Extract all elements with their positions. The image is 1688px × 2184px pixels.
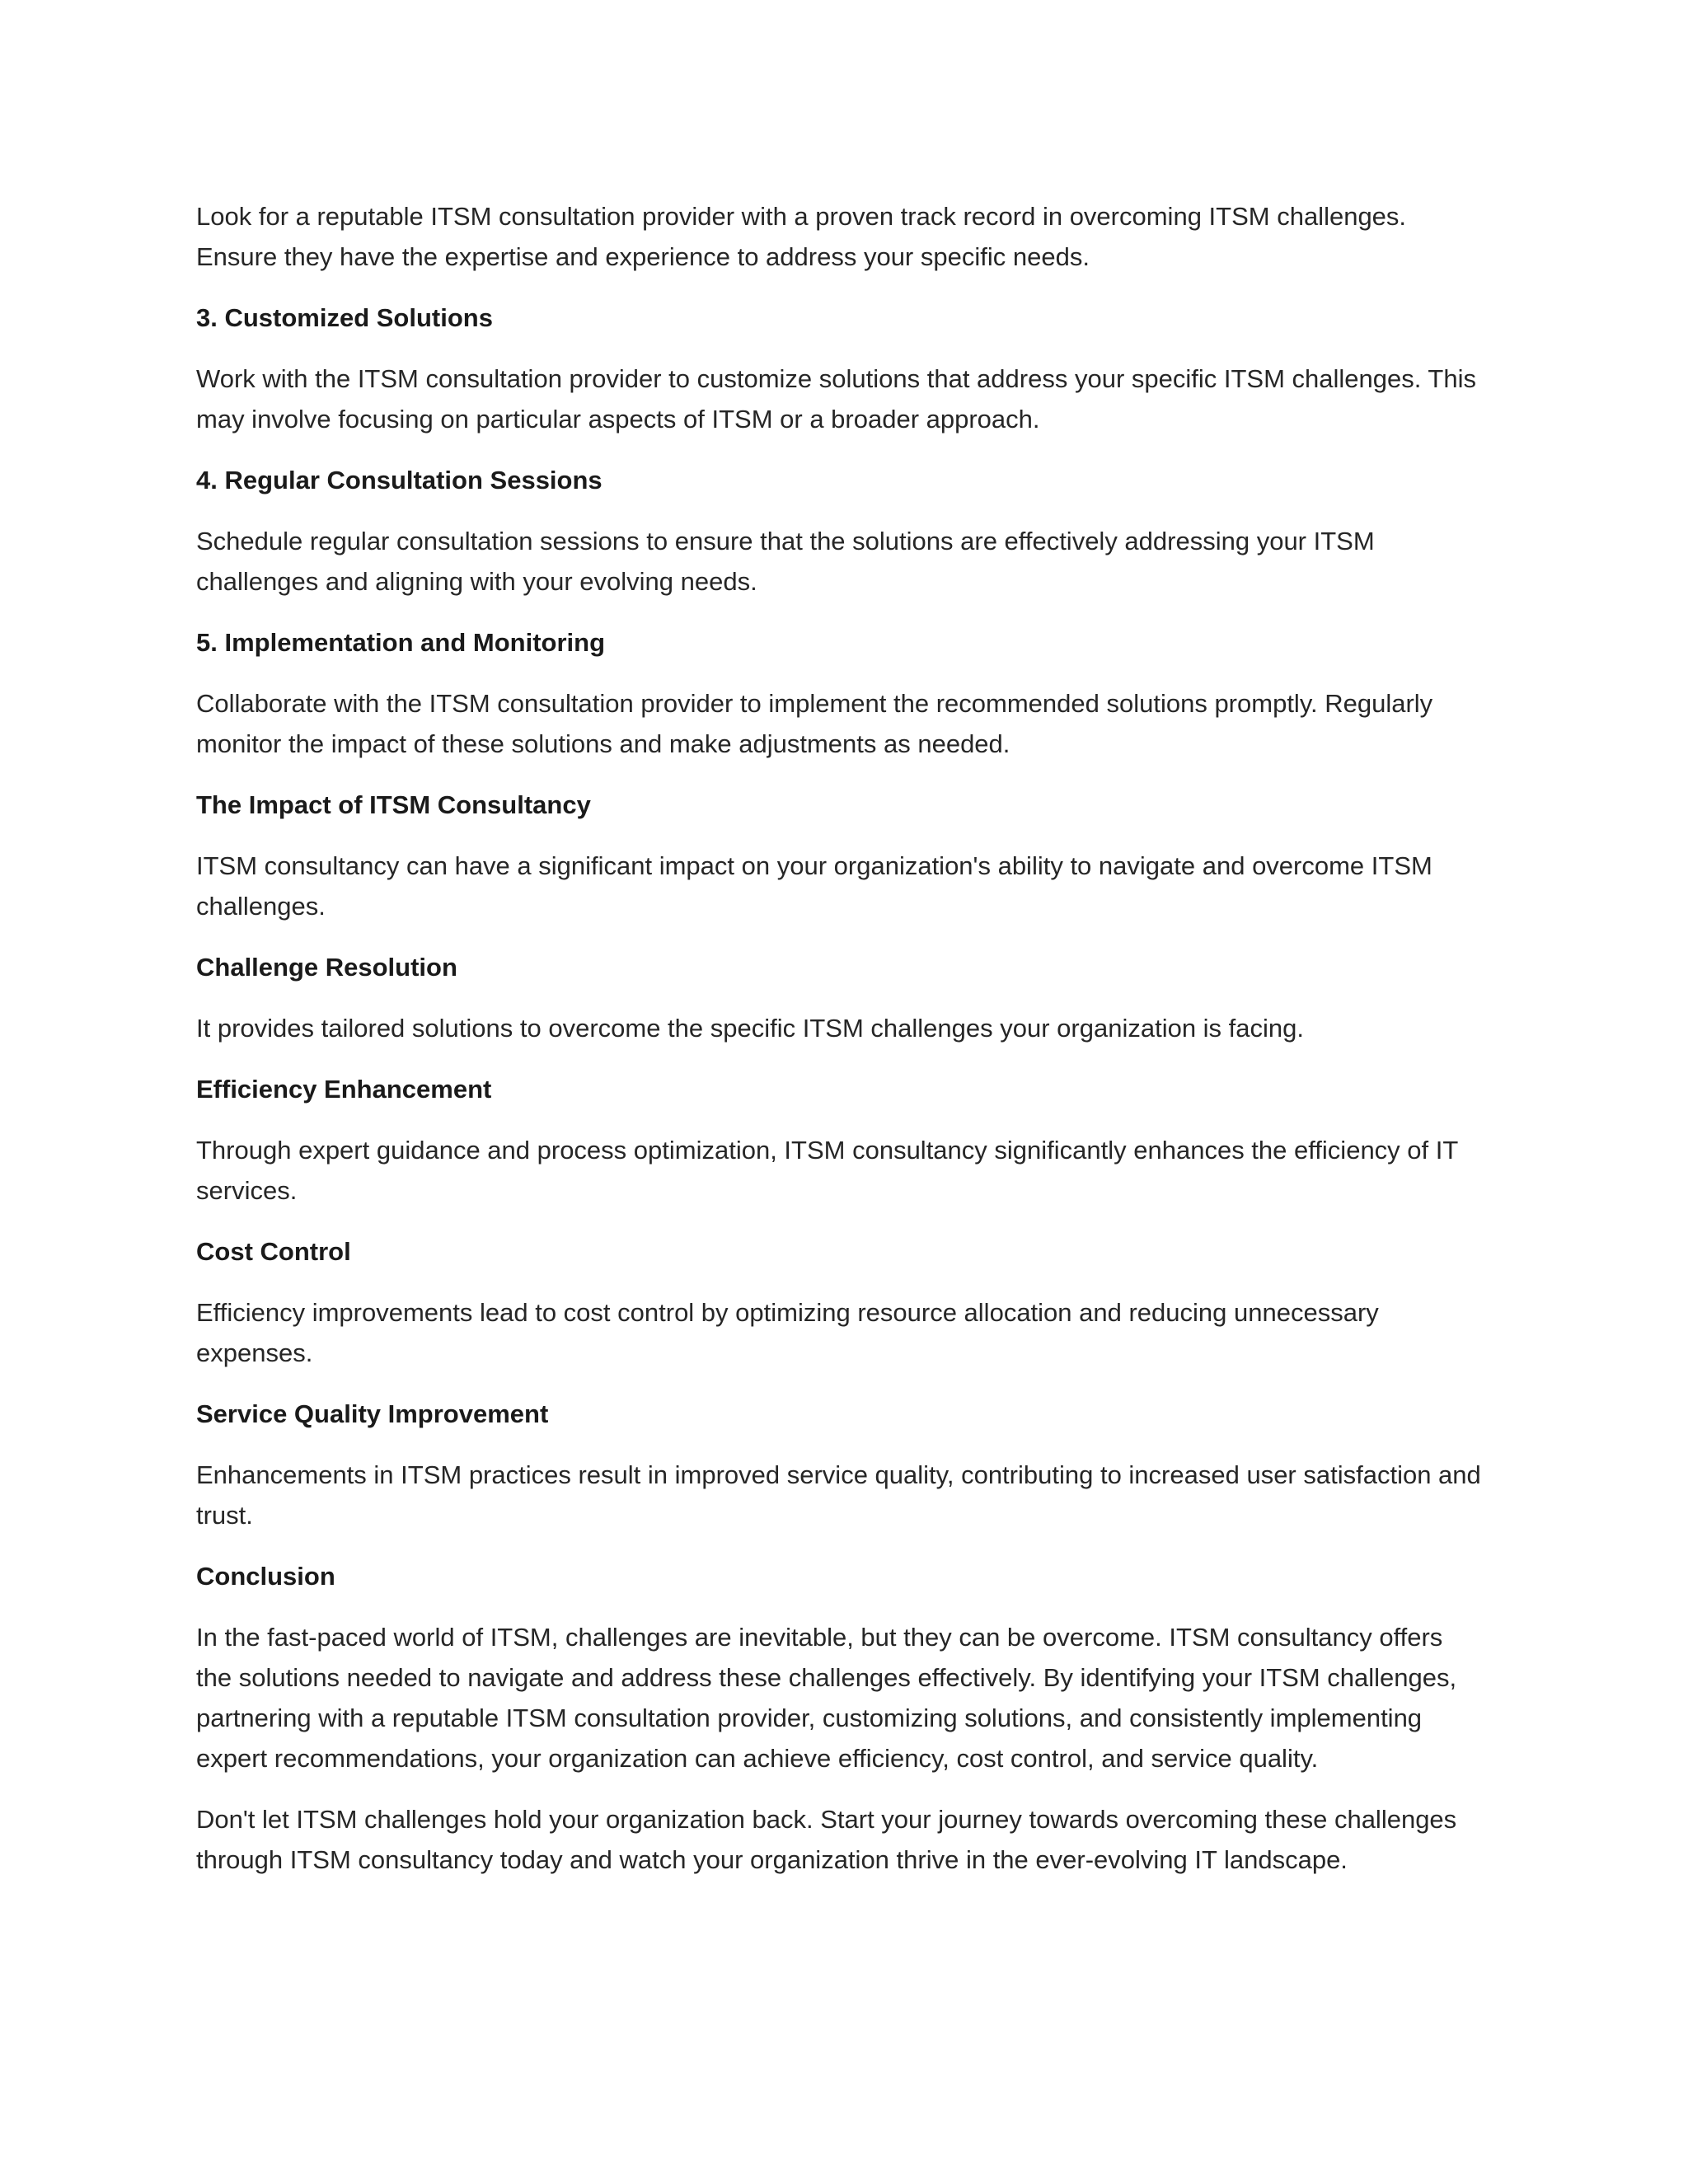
section-body-cost-control: Efficiency improvements lead to cost control by optimizing resource allocation and reducing unnecessary expenses. xyxy=(196,1298,1379,1367)
intro-paragraph: Look for a reputable ITSM consultation provider with a proven track record in overcoming ITSM challenges. Ensure they have the expertise and experience to address your specific needs. xyxy=(196,202,1407,271)
section-heading-cost-control: Cost Control xyxy=(196,1237,351,1266)
section-body-implementation-monitoring: Collaborate with the ITSM consultation provider to implement the recommended solutions promptly. Regularly monitor the impact of these solutions and make adjustments as needed. xyxy=(196,689,1433,758)
section-body-regular-consultation: Schedule regular consultation sessions to ensure that the solutions are effectively addressing your ITSM challenges and aligning with your evolving needs. xyxy=(196,527,1375,596)
section-heading-conclusion: Conclusion xyxy=(196,1562,335,1591)
section-body-service-quality: Enhancements in ITSM practices result in improved service quality, contributing to increased user satisfaction and trust. xyxy=(196,1460,1481,1530)
section-heading-challenge-resolution: Challenge Resolution xyxy=(196,953,457,982)
section-body-challenge-resolution: It provides tailored solutions to overcome the specific ITSM challenges your organization is facing. xyxy=(196,1014,1305,1043)
section-body-impact: ITSM consultancy can have a significant impact on your organization's ability to navigate and overcome ITSM challenges. xyxy=(196,851,1432,921)
conclusion-paragraph-2: Don't let ITSM challenges hold your organization back. Start your journey towards overcoming these challenges through ITSM consultancy today and watch your organization thrive in the ever-evolving IT landscape. xyxy=(196,1805,1457,1874)
section-heading-efficiency-enhancement: Efficiency Enhancement xyxy=(196,1075,492,1104)
section-heading-customized-solutions: 3. Customized Solutions xyxy=(196,303,493,332)
document-body xyxy=(196,196,1482,1900)
section-heading-regular-consultation: 4. Regular Consultation Sessions xyxy=(196,466,603,494)
section-heading-implementation-monitoring: 5. Implementation and Monitoring xyxy=(196,628,605,657)
section-body-efficiency-enhancement: Through expert guidance and process optimization, ITSM consultancy significantly enhances the efficiency of IT services. xyxy=(196,1136,1458,1205)
section-heading-impact: The Impact of ITSM Consultancy xyxy=(196,790,591,819)
section-heading-service-quality: Service Quality Improvement xyxy=(196,1399,549,1428)
conclusion-paragraph-1: In the fast-paced world of ITSM, challenges are inevitable, but they can be overcome. ITSM consultancy offers the solutions needed to navigate and address these challenges effectively. By identifying your ITSM challenges, partnering with a reputable ITSM consultation provider, customizing solutions, and consistently implementing expert recommendations, your organization can achieve efficiency, cost control, and service quality. xyxy=(196,1623,1457,1773)
section-body-customized-solutions: Work with the ITSM consultation provider to customize solutions that address your specific ITSM challenges. This may involve focusing on particular aspects of ITSM or a broader approach. xyxy=(196,364,1476,434)
